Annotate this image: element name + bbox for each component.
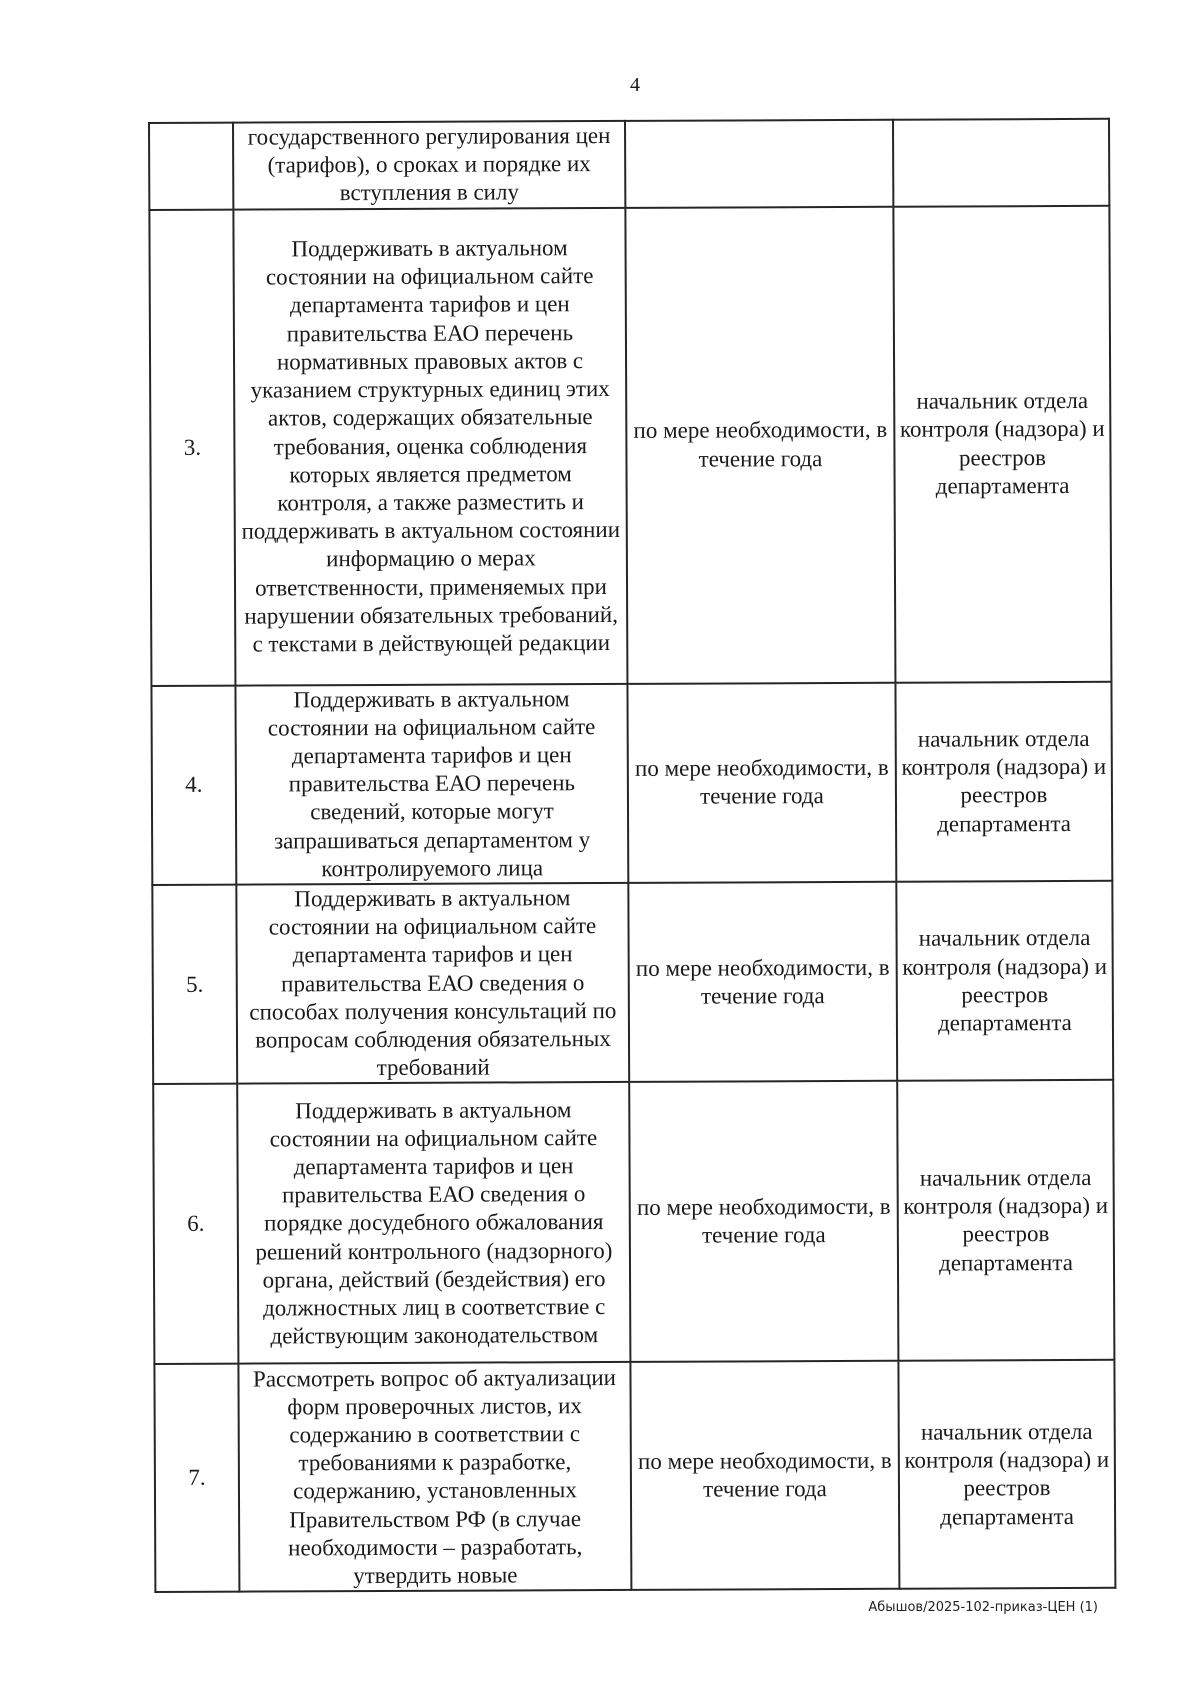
table-row	[151, 681, 1112, 885]
row-responsible: начальник отдела контроля (надзора) и реестров департамента	[897, 1080, 1114, 1361]
table-row	[149, 119, 1109, 210]
row-action: Поддерживать в актуальном состоянии на официальном сайте департамента тарифов и цен правительства ЕАО перечень сведений, которые могут запрашиваться департаментом у контролируемого лица	[235, 684, 628, 885]
row-number: 3.	[149, 209, 235, 685]
row-responsible: начальник отдела контроля (надзора) и реестров департамента	[896, 881, 1113, 1081]
row-number: 5.	[152, 885, 237, 1085]
row-number: 6.	[153, 1084, 238, 1364]
row-number: 7.	[154, 1364, 239, 1592]
row-deadline: по мере необходимости, в течение года	[627, 682, 896, 883]
row-responsible: начальник отдела контроля (надзора) и реестров департамента	[893, 205, 1111, 682]
row-number: 4.	[151, 685, 236, 885]
row-deadline: по мере необходимости, в течение года	[629, 1081, 898, 1362]
row-deadline: по мере необходимости, в течение года	[625, 206, 895, 683]
row-action: Поддерживать в актуальном состоянии на официальном сайте департамента тарифов и цен правительства ЕАО сведения о порядке досудебного обжалования решений контрольного (надзорного) органа, действий (бездействия) его должностных лиц в соответствие с действующим законодательством	[237, 1082, 630, 1364]
row-number	[149, 123, 233, 210]
row-responsible	[893, 119, 1109, 207]
row-deadline	[625, 120, 893, 208]
table-row	[153, 1080, 1114, 1364]
table-row	[152, 881, 1113, 1085]
document-footer: Абышов/2025-102-приказ-ЦЕН (1)	[868, 1600, 1098, 1615]
row-action: государственного регулирования цен (тарифов), о сроках и порядке их вступления в силу	[233, 121, 625, 209]
row-action: Поддерживать в актуальном состоянии на официальном сайте департамента тарифов и цен правительства ЕАО сведения о способах получения консультаций по вопросам соблюдения обязательных требований	[236, 883, 629, 1084]
table-row	[154, 1360, 1115, 1592]
row-action: Рассмотреть вопрос об актуализации форм проверочных листов, их содержанию в соответствии с требованиями к разработке, содержанию, установленных Правительством РФ (в случае необходимости – разработать, утвердить новые	[238, 1362, 631, 1592]
row-responsible: начальник отдела контроля (надзора) и реестров департамента	[895, 681, 1112, 881]
page-number: 4	[630, 74, 640, 96]
row-action: Поддерживать в актуальном состоянии на официальном сайте департамента тарифов и цен правительства ЕАО перечень нормативных правовых актов с указанием структурных единиц этих актов, содержащих обязательные требования, оценка соблюдения которых является предметом контроля, а также разместить и поддерживать в актуальном состоянии информацию о мерах ответственности, применяемых при нарушении обязательных требований, с текстами в действующей редакции	[233, 208, 627, 686]
table-row	[149, 205, 1111, 685]
row-responsible: начальник отдела контроля (надзора) и реестров департамента	[898, 1360, 1115, 1589]
row-deadline: по мере необходимости, в течение года	[630, 1361, 899, 1590]
row-deadline: по мере необходимости, в течение года	[628, 882, 897, 1083]
measures-table	[148, 118, 1116, 1594]
